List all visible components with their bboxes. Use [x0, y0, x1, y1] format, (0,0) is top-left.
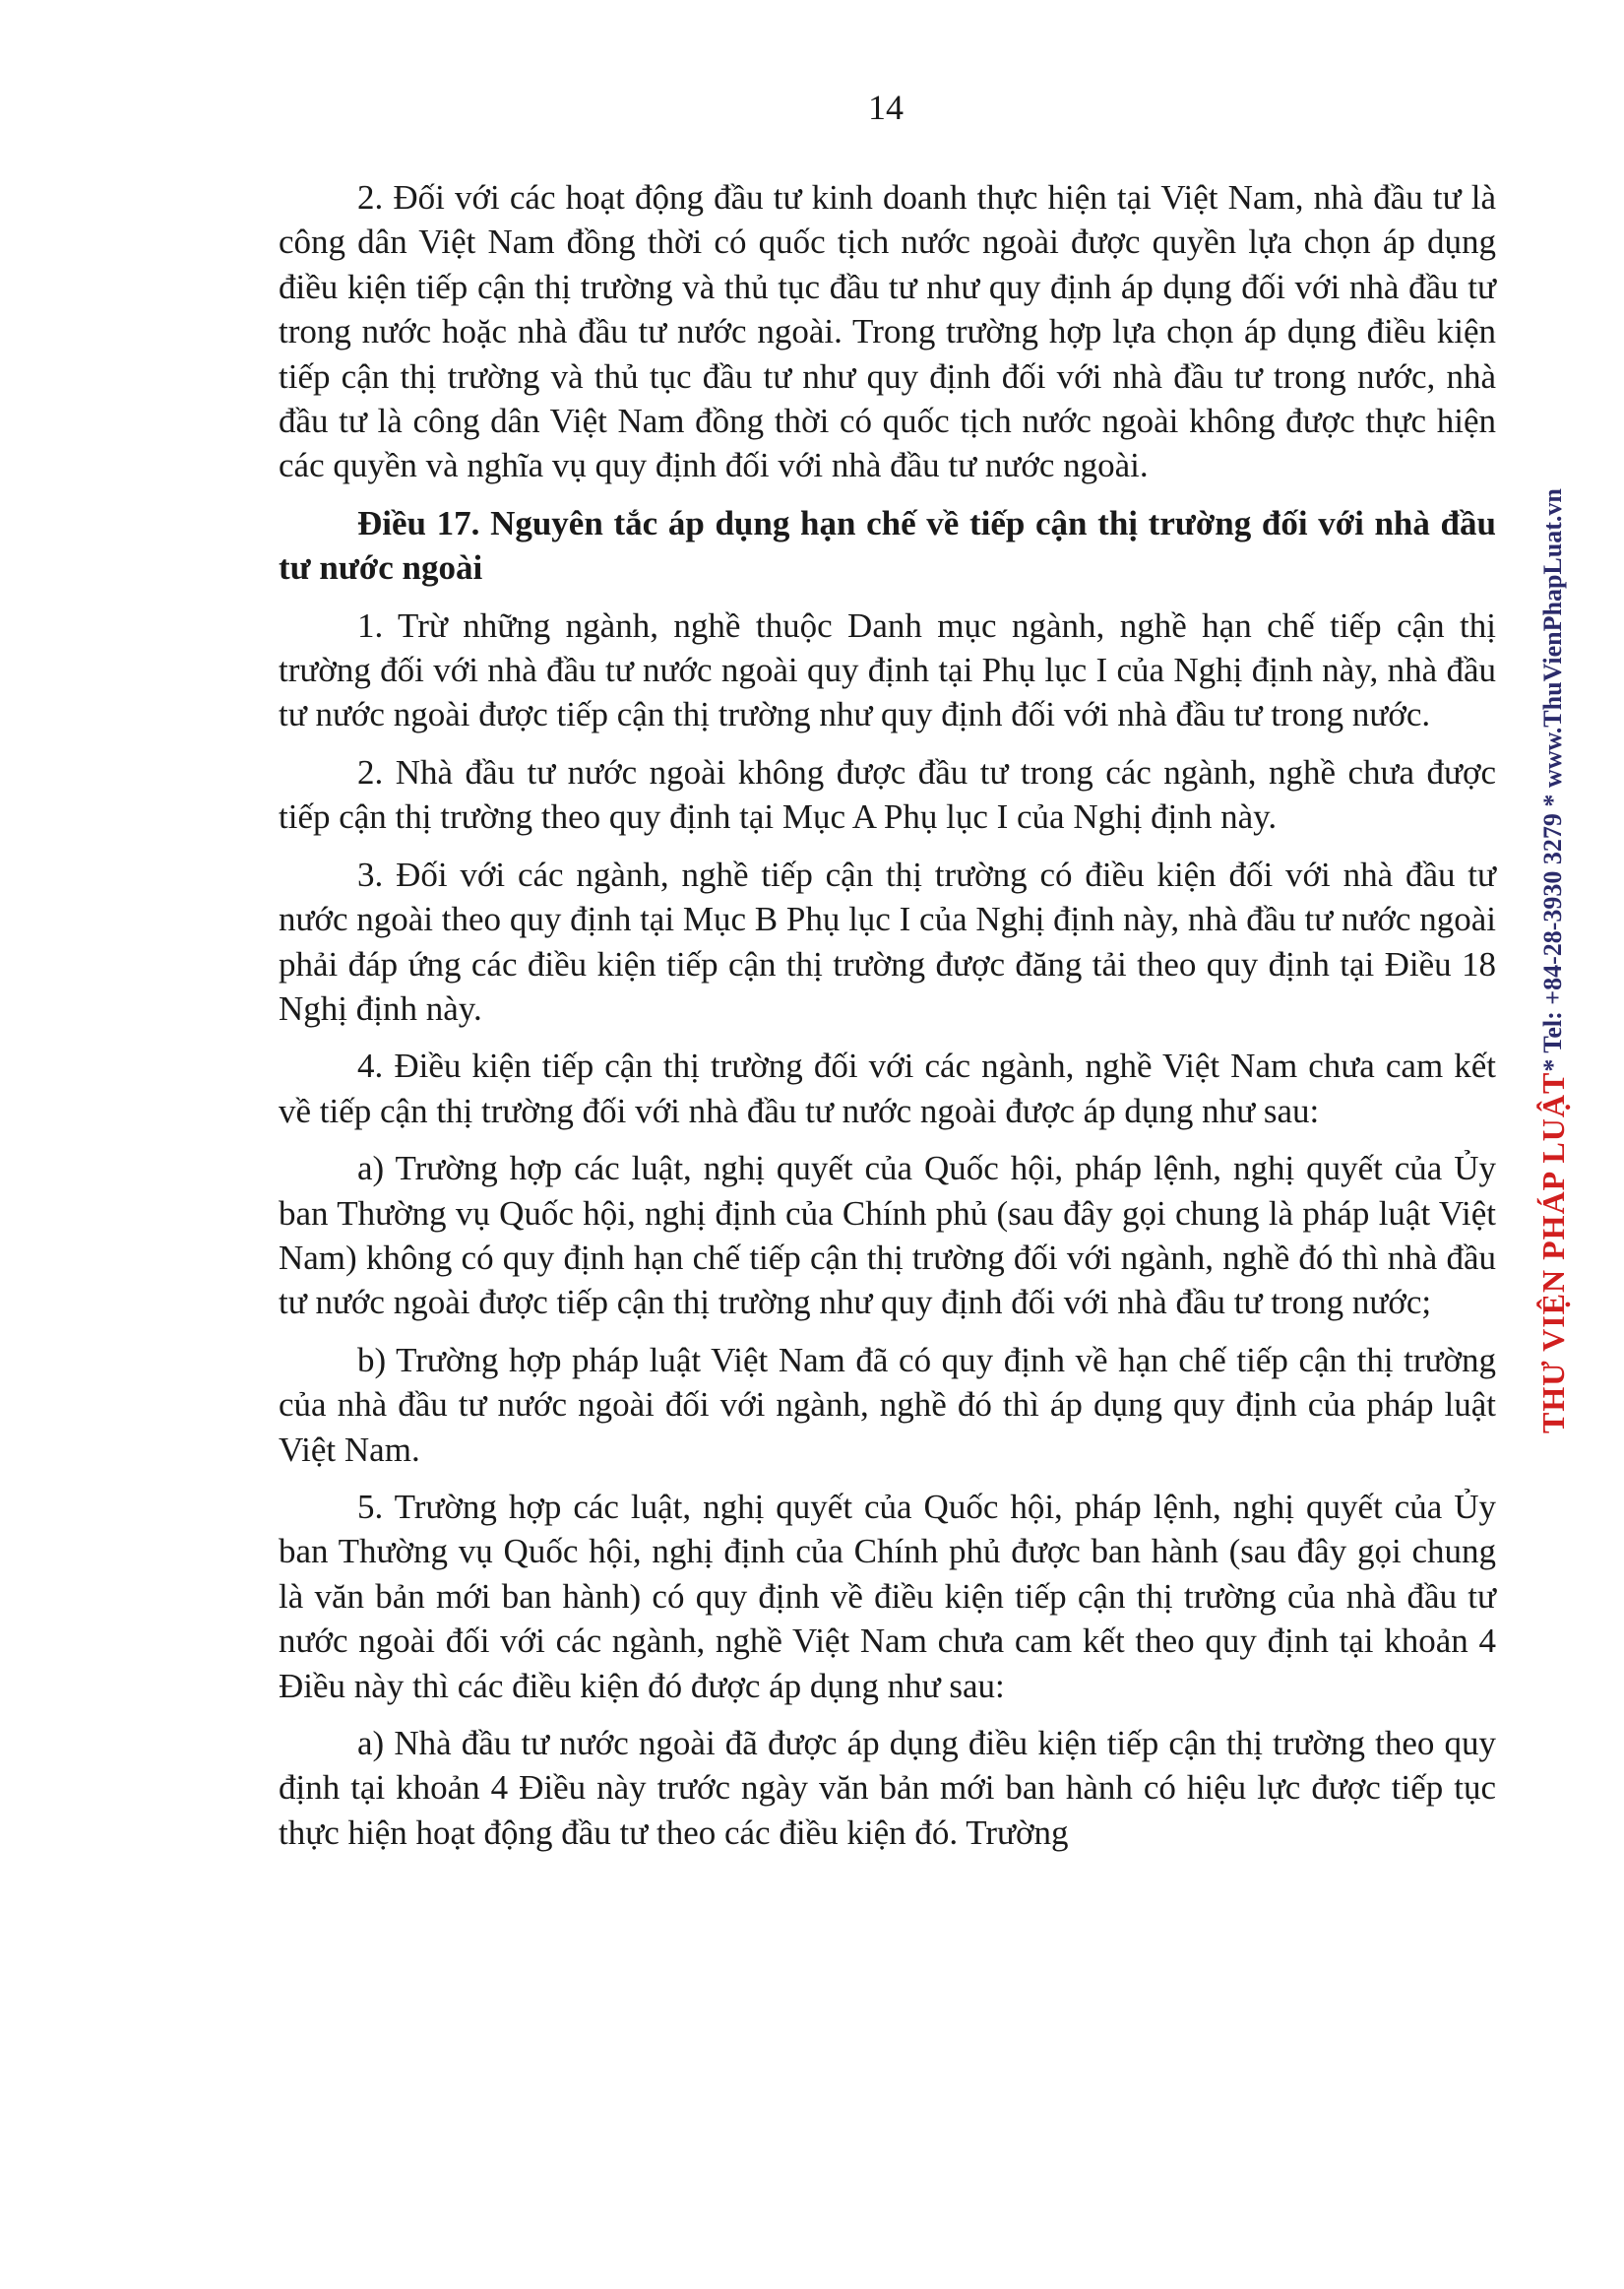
watermark	[1529, 488, 1578, 1433]
watermark-contact: * Tel: +84-28-3930 3279 * www.ThuVienPhapLuat.vn	[1538, 488, 1567, 1072]
paragraph: b) Trường hợp pháp luật Việt Nam đã có quy định về hạn chế tiếp cận thị trường của nhà đầu tư nước ngoài đối với ngành, nghề đó thì áp dụng quy định của pháp luật Việt Nam.	[279, 1340, 1496, 1469]
paragraph: 4. Điều kiện tiếp cận thị trường đối với các ngành, nghề Việt Nam chưa cam kết về tiếp cận thị trường đối với nhà đầu tư nước ngoài được áp dụng như sau:	[279, 1047, 1496, 1130]
paragraph: a) Trường hợp các luật, nghị quyết của Quốc hội, pháp lệnh, nghị quyết của Ủy ban Thường vụ Quốc hội, nghị định của Chính phủ (sau đây gọi chung là pháp luật Việt Nam) không có quy định hạn chế tiếp cận thị trường đối với ngành, nghề đó thì nhà đầu tư nước ngoài được tiếp cận thị trường như quy định đối với nhà đầu tư trong nước;	[279, 1149, 1496, 1322]
paragraph: 5. Trường hợp các luật, nghị quyết của Quốc hội, pháp lệnh, nghị quyết của Ủy ban Thường vụ Quốc hội, nghị định của Chính phủ được ban hành (sau đây gọi chung là văn bản mới ban hành) có quy định về điều kiện tiếp cận thị trường của nhà đầu tư nước ngoài đối với các ngành, nghề Việt Nam chưa cam kết theo quy định tại khoản 4 Điều này thì các điều kiện đó được áp dụng như sau:	[279, 1487, 1496, 1705]
paragraph: 1. Trừ những ngành, nghề thuộc Danh mục ngành, nghề hạn chế tiếp cận thị trường đối với nhà đầu tư nước ngoài quy định tại Phụ lục I của Nghị định này, nhà đầu tư nước ngoài được tiếp cận thị trường như quy định đối với nhà đầu tư trong nước.	[279, 605, 1496, 734]
watermark-brand: THƯ VIỆN PHÁP LUẬT	[1535, 1071, 1571, 1433]
paragraph: a) Nhà đầu tư nước ngoài đã được áp dụng điều kiện tiếp cận thị trường theo quy định tại khoản 4 Điều này trước ngày văn bản mới ban hành có hiệu lực được tiếp tục thực hiện hoạt động đầu tư theo các điều kiện đó. Trường	[279, 1724, 1496, 1852]
paragraph: 2. Nhà đầu tư nước ngoài không được đầu tư trong các ngành, nghề chưa được tiếp cận thị trường theo quy định tại Mục A Phụ lục I của Nghị định này.	[279, 752, 1496, 837]
article-heading: Điều 17. Nguyên tắc áp dụng hạn chế về tiếp cận thị trường đối với nhà đầu tư nước ngoài	[279, 503, 1496, 588]
paragraph: 3. Đối với các ngành, nghề tiếp cận thị trường có điều kiện đối với nhà đầu tư nước ngoài theo quy định tại Mục B Phụ lục I của Nghị định này, nhà đầu tư nước ngoài phải đáp ứng các điều kiện tiếp cận thị trường được đăng tải theo quy định tại Điều 18 Nghị định này.	[279, 855, 1496, 1028]
page-number: 14	[868, 88, 904, 127]
paragraph: 2. Đối với các hoạt động đầu tư kinh doanh thực hiện tại Việt Nam, nhà đầu tư là công dân Việt Nam đồng thời có quốc tịch nước ngoài được quyền lựa chọn áp dụng điều kiện tiếp cận thị trường và thủ tục đầu tư như quy định áp dụng đối với nhà đầu tư trong nước hoặc nhà đầu tư nước ngoài. Trong trường hợp lựa chọn áp dụng điều kiện tiếp cận thị trường và thủ tục đầu tư như quy định đối với nhà đầu tư trong nước, nhà đầu tư là công dân Việt Nam đồng thời có quốc tịch nước ngoài không được thực hiện các quyền và nghĩa vụ quy định đối với nhà đầu tư nước ngoài.	[279, 178, 1496, 485]
document-body	[279, 175, 1496, 1868]
